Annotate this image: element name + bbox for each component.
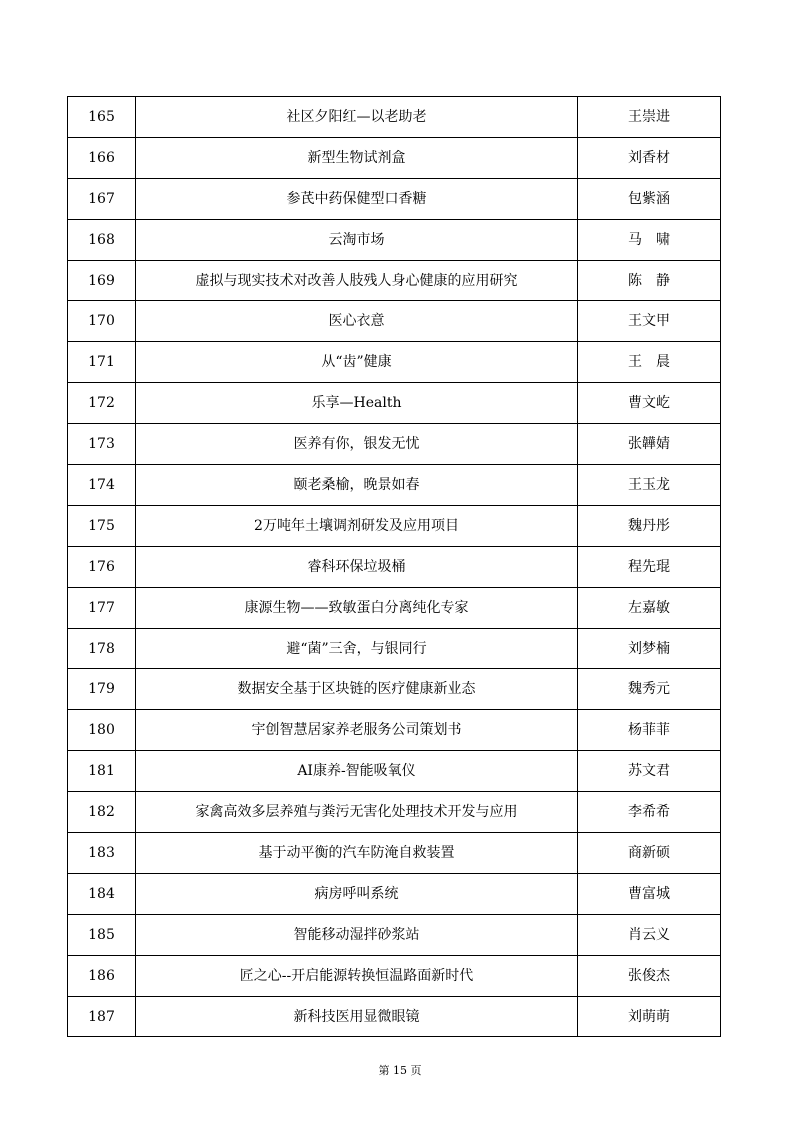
- project-title-cell: 家禽高效多层养殖与粪污无害化处理技术开发与应用: [136, 792, 578, 833]
- project-title-cell: 康源生物——致敏蛋白分离纯化专家: [136, 587, 578, 628]
- row-number-cell: 186: [68, 955, 136, 996]
- project-list-table: [67, 96, 721, 1037]
- table-row: [68, 669, 721, 710]
- table-row: [68, 383, 721, 424]
- table-row: [68, 628, 721, 669]
- project-title-cell: 避“菌”三舍，与银同行: [136, 628, 578, 669]
- leader-name-cell: 左嘉敏: [578, 587, 721, 628]
- row-number-cell: 178: [68, 628, 136, 669]
- leader-name-cell: 张俊杰: [578, 955, 721, 996]
- table-row: [68, 178, 721, 219]
- table-row: [68, 751, 721, 792]
- table-row: [68, 914, 721, 955]
- row-number-cell: 171: [68, 342, 136, 383]
- leader-name-cell: 张韡婧: [578, 424, 721, 465]
- row-number-cell: 181: [68, 751, 136, 792]
- row-number-cell: 179: [68, 669, 136, 710]
- row-number-cell: 166: [68, 137, 136, 178]
- leader-name-cell: 刘萌萌: [578, 996, 721, 1037]
- table-row: [68, 587, 721, 628]
- project-title-cell: 医心衣意: [136, 301, 578, 342]
- project-title-cell: AI康养-智能吸氧仪: [136, 751, 578, 792]
- table-row: [68, 710, 721, 751]
- page-number: 第 15 页: [378, 1064, 422, 1077]
- project-title-cell: 颐老桑榆，晚景如春: [136, 465, 578, 506]
- table-row: [68, 955, 721, 996]
- leader-name-cell: 陈 静: [578, 260, 721, 301]
- leader-name-cell: 王文甲: [578, 301, 721, 342]
- row-number-cell: 176: [68, 546, 136, 587]
- project-title-cell: 虚拟与现实技术对改善人肢残人身心健康的应用研究: [136, 260, 578, 301]
- leader-name-cell: 李希希: [578, 792, 721, 833]
- project-title-cell: 数据安全基于区块链的医疗健康新业态: [136, 669, 578, 710]
- row-number-cell: 170: [68, 301, 136, 342]
- row-number-cell: 169: [68, 260, 136, 301]
- table-row: [68, 792, 721, 833]
- row-number-cell: 185: [68, 914, 136, 955]
- leader-name-cell: 商新硕: [578, 833, 721, 874]
- table-row: [68, 424, 721, 465]
- leader-name-cell: 曹富城: [578, 873, 721, 914]
- leader-name-cell: 肖云义: [578, 914, 721, 955]
- row-number-cell: 183: [68, 833, 136, 874]
- table-row: [68, 137, 721, 178]
- row-number-cell: 184: [68, 873, 136, 914]
- project-title-cell: 病房呼叫系统: [136, 873, 578, 914]
- leader-name-cell: 曹文屹: [578, 383, 721, 424]
- row-number-cell: 187: [68, 996, 136, 1037]
- row-number-cell: 173: [68, 424, 136, 465]
- project-title-cell: 从“齿”健康: [136, 342, 578, 383]
- project-title-cell: 2万吨年土壤调剂研发及应用项目: [136, 505, 578, 546]
- leader-name-cell: 王 晨: [578, 342, 721, 383]
- leader-name-cell: 魏秀元: [578, 669, 721, 710]
- project-title-cell: 基于动平衡的汽车防淹自救装置: [136, 833, 578, 874]
- leader-name-cell: 王崇进: [578, 97, 721, 138]
- leader-name-cell: 马 啸: [578, 219, 721, 260]
- table-row: [68, 301, 721, 342]
- table-row: [68, 219, 721, 260]
- project-title-cell: 新科技医用显微眼镜: [136, 996, 578, 1037]
- table-row: [68, 546, 721, 587]
- project-title-cell: 匠之心--开启能源转换恒温路面新时代: [136, 955, 578, 996]
- row-number-cell: 180: [68, 710, 136, 751]
- table-row: [68, 996, 721, 1037]
- row-number-cell: 177: [68, 587, 136, 628]
- table-row: [68, 465, 721, 506]
- project-title-cell: 社区夕阳红—以老助老: [136, 97, 578, 138]
- project-title-cell: 参芪中药保健型口香糖: [136, 178, 578, 219]
- row-number-cell: 182: [68, 792, 136, 833]
- leader-name-cell: 魏丹彤: [578, 505, 721, 546]
- leader-name-cell: 刘香材: [578, 137, 721, 178]
- row-number-cell: 167: [68, 178, 136, 219]
- leader-name-cell: 刘梦楠: [578, 628, 721, 669]
- table-row: [68, 260, 721, 301]
- project-title-cell: 睿科环保垃圾桶: [136, 546, 578, 587]
- table-row: [68, 97, 721, 138]
- leader-name-cell: 王玉龙: [578, 465, 721, 506]
- project-title-cell: 乐享—Health: [136, 383, 578, 424]
- table-body: [68, 97, 721, 1037]
- project-title-cell: 新型生物试剂盒: [136, 137, 578, 178]
- leader-name-cell: 程先琨: [578, 546, 721, 587]
- leader-name-cell: 苏文君: [578, 751, 721, 792]
- row-number-cell: 168: [68, 219, 136, 260]
- project-title-cell: 智能移动湿拌砂浆站: [136, 914, 578, 955]
- row-number-cell: 175: [68, 505, 136, 546]
- project-title-cell: 云淘市场: [136, 219, 578, 260]
- table-row: [68, 873, 721, 914]
- row-number-cell: 172: [68, 383, 136, 424]
- table-row: [68, 342, 721, 383]
- leader-name-cell: 包紫涵: [578, 178, 721, 219]
- row-number-cell: 165: [68, 97, 136, 138]
- table-row: [68, 833, 721, 874]
- leader-name-cell: 杨菲菲: [578, 710, 721, 751]
- project-title-cell: 宇创智慧居家养老服务公司策划书: [136, 710, 578, 751]
- table-row: [68, 505, 721, 546]
- project-title-cell: 医养有你，银发无忧: [136, 424, 578, 465]
- row-number-cell: 174: [68, 465, 136, 506]
